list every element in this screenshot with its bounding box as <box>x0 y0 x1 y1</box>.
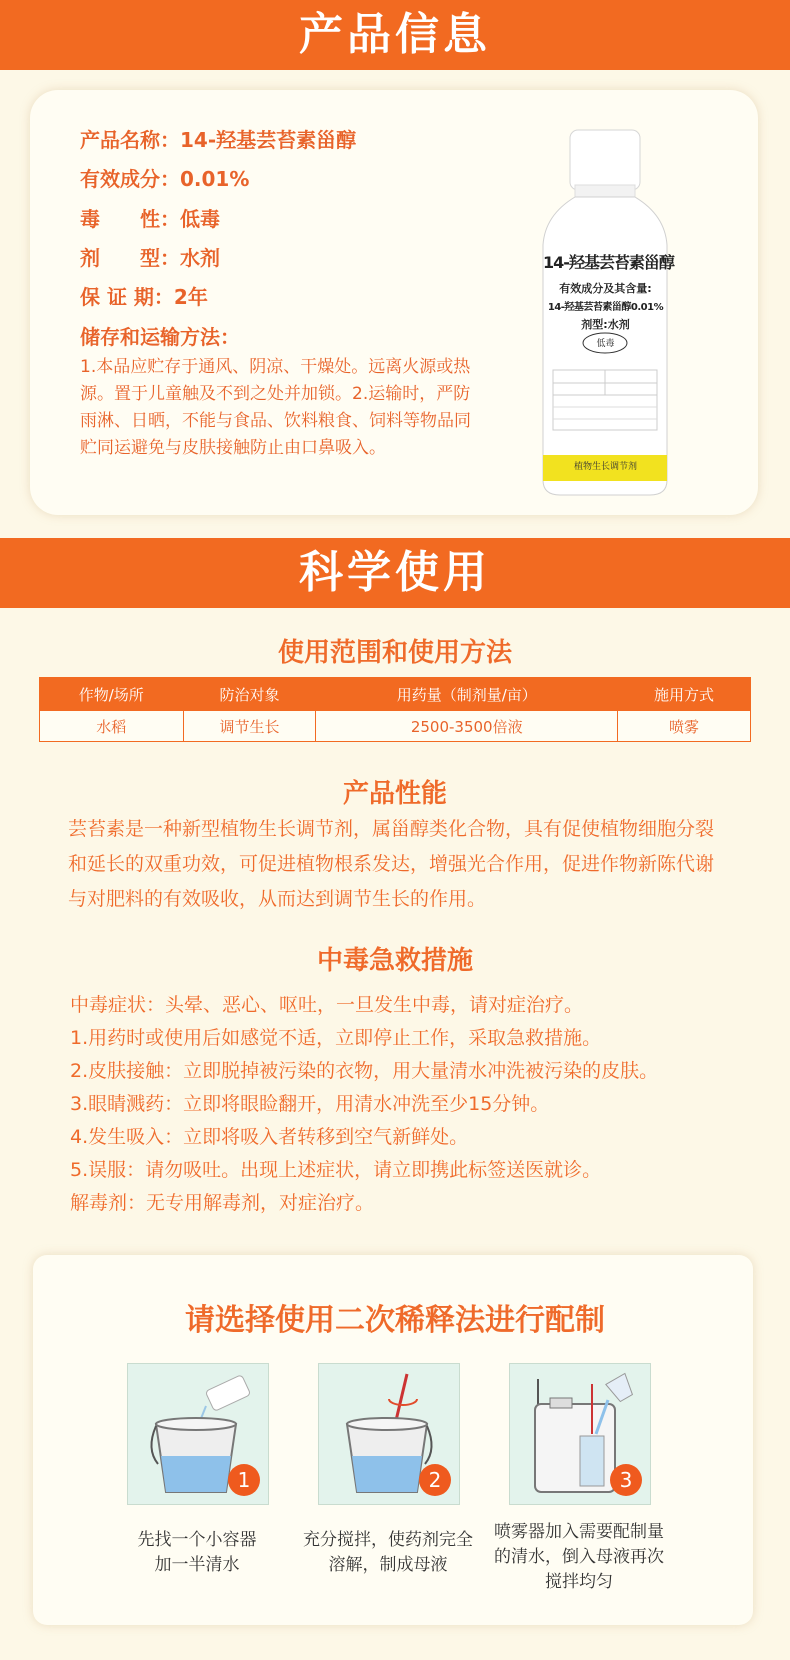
col-target: 防治对象 <box>183 678 316 711</box>
first-aid-title: 中毒急救措施 <box>316 946 473 976</box>
step-3-number: 3 <box>610 1464 642 1496</box>
usage-table-header <box>40 678 751 711</box>
performance-title: 产品性能 <box>342 779 447 809</box>
active-ingredient: 有效成分：0.01% <box>80 167 250 191</box>
dilution-title: 请选择使用二次稀释法进行配制 <box>185 1303 605 1338</box>
cell-method: 喷雾 <box>618 711 751 742</box>
col-dosage: 用药量（制剂量/亩） <box>316 678 618 711</box>
bottle-toxicity: 低毒 <box>596 339 615 349</box>
step-2-image <box>318 1363 460 1505</box>
first-aid-antidote: 解毒剂：无专用解毒剂，对症治疗。 <box>70 1192 375 1214</box>
col-method: 施用方式 <box>618 678 751 711</box>
first-aid-symptoms: 中毒症状：头晕、恶心、呕吐，一旦发生中毒，请对症治疗。 <box>70 994 584 1016</box>
step-3-image <box>509 1363 651 1505</box>
storage-heading: 储存和运输方法： <box>80 325 240 349</box>
usage-title: 使用范围和使用方法 <box>277 638 512 668</box>
bottle-band-label: 植物生长调节剂 <box>573 462 637 472</box>
step-1-image <box>127 1363 269 1505</box>
first-aid-item-2: 2.皮肤接触：立即脱掉被污染的衣物，用大量清水冲洗被污染的皮肤。 <box>70 1060 659 1082</box>
cell-target: 调节生长 <box>183 711 316 742</box>
bottle-form: 剂型:水剂 <box>581 318 630 331</box>
step-1-caption: 先找一个小容器加一半清水 <box>137 1530 257 1575</box>
table-row <box>40 711 751 742</box>
shelf-life: 保 证 期：2年 <box>80 285 208 309</box>
section-banner-product-info: 产品信息 <box>0 0 790 70</box>
performance-text: 芸苔素是一种新型植物生长调节剂，属甾醇类化合物，具有促使植物细胞分裂和延长的双重功效，可促进植物根系发达，增强光合作用，促进作物新陈代谢与对肥料的有效吸收，从而达到调节生长的作用。 <box>68 818 715 910</box>
step-3-caption: 喷雾器加入需要配制量的清水，倒入母液再次搅拌均匀 <box>494 1522 664 1592</box>
first-aid-item-3: 3.眼睛溅药：立即将眼睑翻开，用清水冲洗至少15分钟。 <box>70 1093 550 1115</box>
step-1-number: 1 <box>228 1464 260 1496</box>
formulation: 剂 型：水剂 <box>80 246 220 270</box>
step-2-caption: 充分搅拌，使药剂完全溶解，制成母液 <box>303 1530 473 1575</box>
step-2-number: 2 <box>419 1464 451 1496</box>
first-aid-item-4: 4.发生吸入：立即将吸入者转移到空气新鲜处。 <box>70 1126 469 1148</box>
first-aid-item-1: 1.用药时或使用后如感觉不适，立即停止工作，采取急救措施。 <box>70 1027 602 1049</box>
toxicity: 毒 性：低毒 <box>80 207 220 231</box>
bottle-name: 14-羟基芸苔素甾醇 <box>543 253 674 272</box>
bottle-content-label: 有效成分及其含量: <box>559 282 652 295</box>
storage-text: 1.本品应贮存于通风、阴凉、干燥处。远离火源或热源。置于儿童触及不到之处并加锁。2.运输时，严防雨淋、日晒，不能与食品、饮料粮食、饲料等物品同贮同运避免与皮肤接触防止由口鼻吸入。 <box>80 357 471 458</box>
first-aid-item-5: 5.误服：请勿吸吐。出现上述症状，请立即携此标签送医就诊。 <box>70 1159 602 1181</box>
col-crop: 作物/场所 <box>40 678 184 711</box>
usage-table <box>39 677 751 742</box>
section-banner-scientific-use: 科学使用 <box>0 538 790 608</box>
bottle-content-value: 14-羟基芸苔素甾醇0.01% <box>547 302 664 313</box>
cell-crop: 水稻 <box>40 711 184 742</box>
cell-dosage: 2500-3500倍液 <box>316 711 618 742</box>
product-name: 产品名称：14-羟基芸苔素甾醇 <box>80 128 357 152</box>
